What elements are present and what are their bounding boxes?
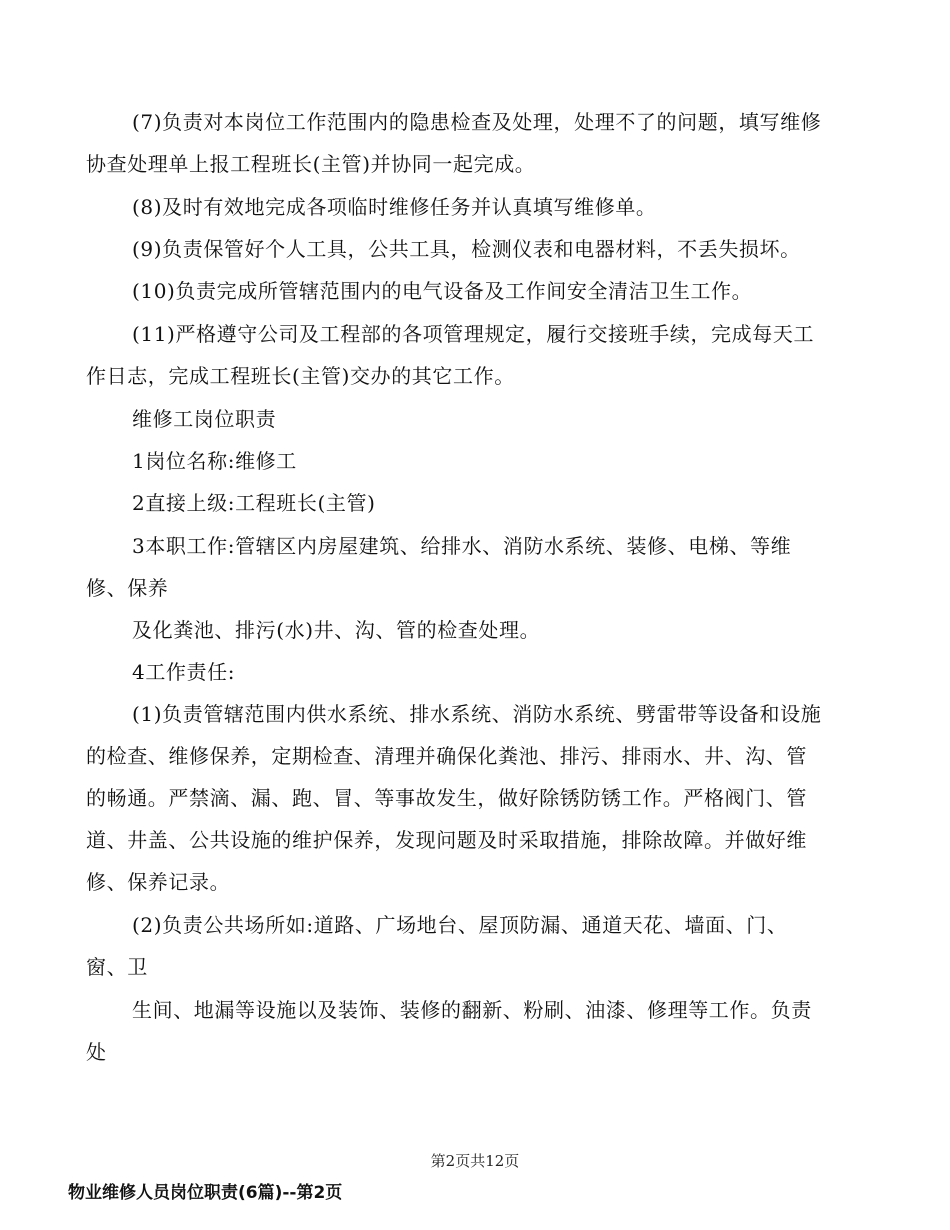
text-line: 作日志，完成工程班长(主管)交办的其它工作。: [86, 364, 515, 388]
text-line: (2)负责公共场所如:道路、广场地台、屋顶防漏、通道天花、墙面、门、: [132, 913, 788, 937]
text-line: 的畅通。严禁滴、漏、跑、冒、等事故发生，做好除锈防锈工作。严格阀门、管: [86, 786, 807, 810]
page-number: 第2页共12页: [430, 1152, 520, 1170]
paragraph-item-7: [86, 101, 866, 185]
duties-continuation: [86, 609, 866, 651]
responsibilities-heading: [86, 651, 866, 693]
text-line: (9)负责保管好个人工具，公共工具，检测仪表和电器材料，不丢失损坏。: [132, 237, 801, 261]
paragraph-item-10: [86, 270, 866, 312]
text-line: 的检查、维修保养，定期检查、清理并确保化粪池、排污、排雨水、井、沟、管: [86, 744, 807, 768]
text-line: 协查处理单上报工程班长(主管)并协同一起完成。: [86, 152, 536, 176]
responsibility-item-2-continuation: [86, 989, 866, 1073]
text-line: (7)负责对本岗位工作范围内的隐患检查及处理，处理不了的问题，填写维修: [132, 110, 822, 134]
paragraph-item-8: [86, 186, 866, 228]
text-line: 修、保养记录。: [86, 870, 231, 894]
text-line: (11)严格遵守公司及工程部的各项管理规定，履行交接班手续，完成每天工: [132, 322, 815, 346]
text-line: 1岗位名称:维修工: [132, 449, 297, 473]
responsibility-item-1: [86, 693, 866, 903]
text-line: 及化粪池、排污(水)井、沟、管的检查处理。: [132, 618, 541, 642]
text-line: 处: [86, 1040, 107, 1064]
text-line: (10)负责完成所管辖范围内的电气设备及工作间安全清洁卫生工作。: [132, 279, 753, 303]
supervisor-line: [86, 482, 866, 524]
text-line: 道、井盖、公共设施的维护保养，发现问题及时采取措施，排除故障。并做好维: [86, 828, 807, 852]
paragraph-item-9: [86, 228, 866, 270]
paragraph-item-11: [86, 313, 866, 397]
text-line: 2直接上级:工程班长(主管): [132, 491, 376, 515]
text-line: 4工作责任:: [132, 660, 236, 684]
document-footer-title: 物业维修人员岗位职责(6篇)--第2页: [68, 1183, 343, 1203]
duties-paragraph: [86, 525, 866, 609]
heading-text: 维修工岗位职责: [132, 407, 277, 431]
text-line: 修、保养: [86, 576, 169, 600]
section-heading: [86, 398, 866, 440]
text-line: 生间、地漏等设施以及装饰、装修的翻新、粉刷、油漆、修理等工作。负责: [132, 998, 812, 1022]
text-line: 窗、卫: [86, 955, 148, 979]
text-line: (1)负责管辖范围内供水系统、排水系统、消防水系统、劈雷带等设备和设施: [132, 702, 822, 726]
text-line: (8)及时有效地完成各项临时维修任务并认真填写维修单。: [132, 195, 657, 219]
responsibility-item-2: [86, 904, 866, 988]
text-line: 3本职工作:管辖区内房屋建筑、给排水、消防水系统、装修、电梯、等维: [132, 534, 792, 558]
job-title-line: [86, 440, 866, 482]
